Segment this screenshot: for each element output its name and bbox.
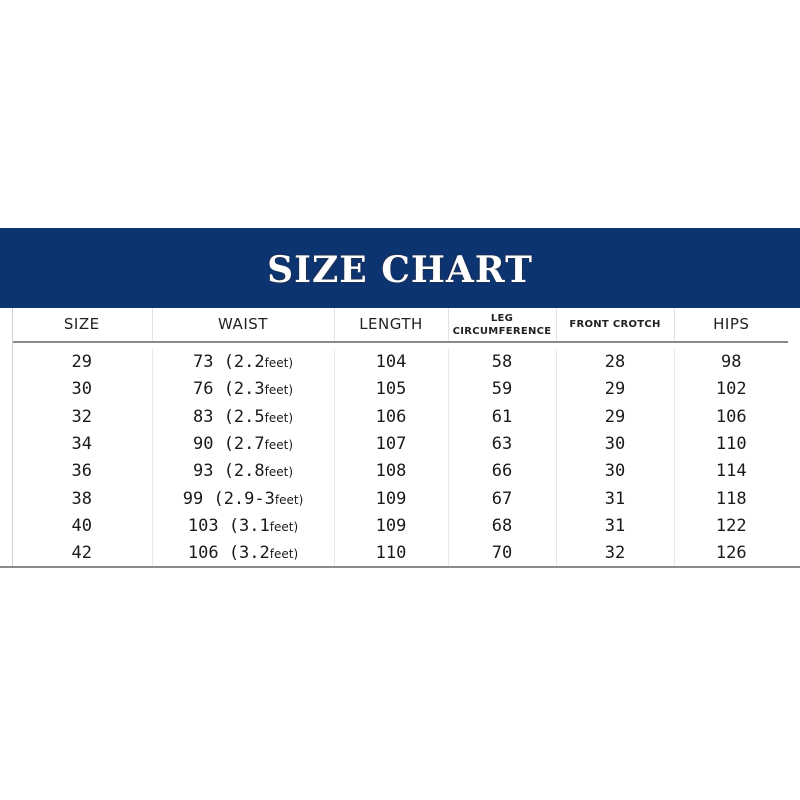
cell-size: 29 — [12, 349, 152, 376]
waist-feet-value: (2.3 — [223, 379, 265, 400]
header-leg-circumference — [448, 308, 556, 342]
table-row — [12, 458, 788, 485]
cell-hips: 110 — [715, 434, 747, 455]
cell-hips: 118 — [715, 488, 747, 509]
cell-leg-circumference: 59 — [448, 376, 556, 403]
size-table-container — [12, 308, 788, 567]
cell-length: 106 — [334, 404, 448, 431]
table-row — [12, 540, 788, 567]
waist-feet-value: (3.1 — [228, 515, 270, 536]
cell-waist — [152, 540, 334, 567]
waist-feet-unit: feet) — [269, 547, 299, 562]
waist-feet-value: (2.9-3 — [213, 488, 275, 509]
cell-size: 42 — [12, 540, 152, 567]
cell-leg-circumference: 61 — [448, 404, 556, 431]
size-table — [12, 308, 788, 567]
waist-cm: 73 — [192, 352, 214, 373]
cell-hips: 114 — [715, 461, 747, 482]
cell-hips: 126 — [715, 543, 747, 564]
waist-cm: 106 — [187, 543, 219, 564]
table-row — [12, 431, 788, 458]
cell-front-crotch: 31 — [556, 485, 674, 512]
cell-hips: 102 — [715, 379, 747, 400]
cell-length: 110 — [334, 540, 448, 567]
cell-length: 105 — [334, 376, 448, 403]
cell-length: 104 — [334, 349, 448, 376]
cell-front-crotch: 30 — [556, 458, 674, 485]
waist-feet-value: (2.5 — [223, 406, 265, 427]
cell-leg-circumference: 66 — [448, 458, 556, 485]
cell-waist — [152, 431, 334, 458]
cell-length: 107 — [334, 431, 448, 458]
cell-leg-circumference: 68 — [448, 513, 556, 540]
cell-waist — [152, 404, 334, 431]
cell-leg-circumference: 58 — [448, 349, 556, 376]
waist-feet-unit: feet) — [264, 356, 294, 371]
waist-cm: 76 — [192, 379, 214, 400]
size-chart-banner — [0, 228, 800, 308]
cell-size: 38 — [12, 485, 152, 512]
cell-waist — [152, 513, 334, 540]
cell-length: 109 — [334, 513, 448, 540]
waist-cm: 83 — [192, 406, 214, 427]
table-header-row — [12, 308, 788, 342]
cell-front-crotch: 29 — [556, 404, 674, 431]
cell-hips: 98 — [721, 352, 742, 373]
waist-feet-unit: feet) — [264, 410, 294, 425]
waist-feet-unit: feet) — [264, 383, 294, 398]
cell-hips: 106 — [715, 406, 747, 427]
header-leg-line-2: CIRCUMFERENCE — [452, 325, 552, 337]
waist-feet-value: (2.2 — [223, 352, 265, 373]
cell-size: 32 — [12, 404, 152, 431]
cell-size: 34 — [12, 431, 152, 458]
table-left-edge — [12, 308, 13, 566]
table-row — [12, 376, 788, 403]
header-leg-line-1: LEG — [490, 312, 514, 324]
cell-front-crotch: 31 — [556, 513, 674, 540]
header-front-crotch: FRONT CROTCH — [556, 308, 674, 342]
cell-waist — [152, 349, 334, 376]
table-body — [12, 342, 788, 567]
waist-feet-value: (3.2 — [228, 543, 270, 564]
waist-cm: 90 — [192, 434, 214, 455]
cell-hips: 122 — [715, 515, 747, 536]
cell-waist — [152, 376, 334, 403]
header-waist: WAIST — [152, 308, 334, 342]
waist-cm: 103 — [187, 515, 219, 536]
waist-feet-value: (2.7 — [223, 434, 265, 455]
cell-front-crotch: 29 — [556, 376, 674, 403]
header-length: LENGTH — [334, 308, 448, 342]
header-divider — [12, 342, 788, 349]
cell-length: 109 — [334, 485, 448, 512]
table-row — [12, 349, 788, 376]
waist-feet-unit: feet) — [264, 438, 294, 453]
table-row — [12, 404, 788, 431]
cell-length: 108 — [334, 458, 448, 485]
waist-feet-value: (2.8 — [223, 461, 265, 482]
cell-front-crotch: 28 — [556, 349, 674, 376]
cell-leg-circumference: 70 — [448, 540, 556, 567]
waist-feet-unit: feet) — [264, 465, 294, 480]
chart-title: SIZE CHART — [267, 249, 533, 291]
cell-front-crotch: 32 — [556, 540, 674, 567]
table-bottom-rule — [0, 566, 800, 568]
cell-leg-circumference: 67 — [448, 485, 556, 512]
waist-feet-unit: feet) — [269, 519, 299, 534]
cell-waist — [152, 458, 334, 485]
cell-leg-circumference: 63 — [448, 431, 556, 458]
waist-cm: 93 — [192, 461, 214, 482]
waist-feet-unit: feet) — [274, 492, 304, 507]
waist-cm: 99 — [182, 488, 204, 509]
cell-waist — [152, 485, 334, 512]
header-hips: HIPS — [713, 315, 750, 333]
cell-size: 36 — [12, 458, 152, 485]
table-row — [12, 513, 788, 540]
cell-size: 40 — [12, 513, 152, 540]
cell-front-crotch: 30 — [556, 431, 674, 458]
cell-size: 30 — [12, 376, 152, 403]
header-size: SIZE — [12, 308, 152, 342]
table-row — [12, 485, 788, 512]
